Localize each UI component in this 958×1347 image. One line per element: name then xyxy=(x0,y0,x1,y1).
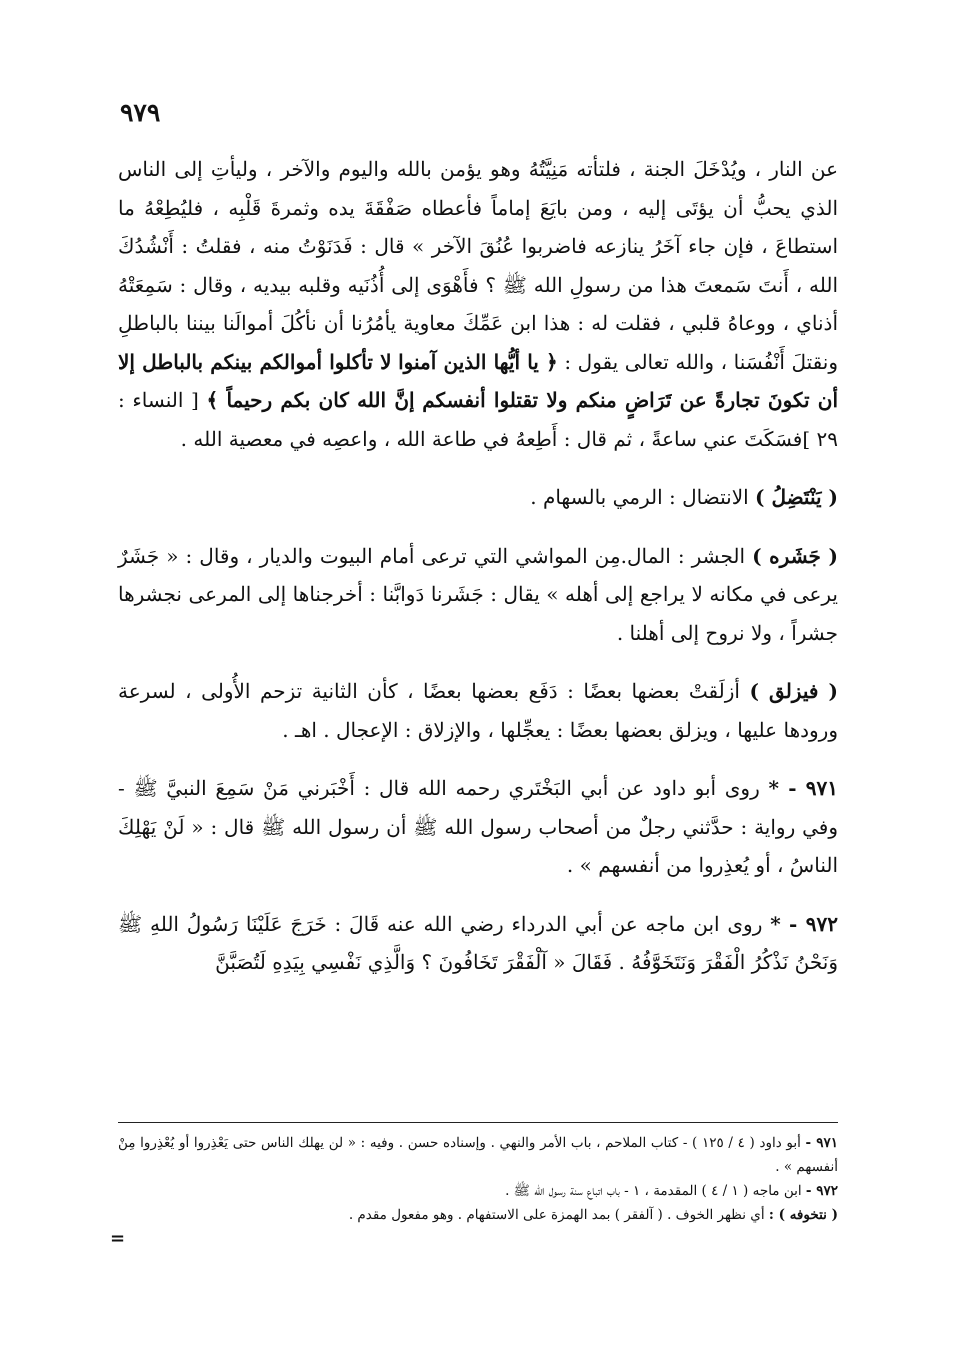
text-line: واعصِه في معصية الله . xyxy=(180,426,378,451)
footnote-divider xyxy=(118,1122,838,1123)
text-line: قَلْبِه ، فليُطِعْهُ ما استطاعَ ، فإن جاء آخَرُ ينازعه فاضربوا عُنُقَ الآخر » قال : xyxy=(118,195,839,258)
hadith-972 xyxy=(118,905,838,982)
gloss-entry xyxy=(118,478,838,517)
narration-paragraph xyxy=(118,150,838,458)
footnote-number: ٩٧٢ - xyxy=(805,1183,838,1199)
gloss-text: الجشر : المال.مِن المواشي التي ترعى أمام البيوت والديار ، وقال : « جَشَرٌ يرعى في مكانه لا يراجع إلى أهله » يقال : جَشَرنا دَوابَّنا : أخرجناها إلى المرعى نجشرها جشراً ، ولا نروح إلى أهلنا . xyxy=(118,543,838,645)
quran-verse: ﴿ يا أيُّها الذين آمنوا xyxy=(398,349,558,374)
hadith-text: روى أبو داود عن أبي البَخْتَري رحمه الله قال : أَخْبَرني مَنْ سَمِعَ النبيَّ ﷺ - وفي رواية : حدَّثني رجلٌ من أصحاب رسول الله ﷺ أن رسول الله ﷺ قال : « لَنْ يَهْلِكَ الناسُ ، أو يُعذِروا من أنفسهم » . xyxy=(118,776,838,877)
text-line: وقلبه بيديه ، وقال : سَمِعَتْهُ أذناي ، ووعاهُ قلبي ، فقلت له : هذا ابن عَمِّكَ معاوية يأمُرُنا xyxy=(118,272,838,335)
text-line: فَدَنَوْتُ منه ، فقلتُ : أَنْشُدُكَ الله ، أَنتَ سَمعتَ هذا من رسولِ الله ﷺ ؟ فأَهْوَى إلى أُذُنَيه xyxy=(118,234,838,297)
text-line: أن نأكُلَ أموالَنا بيننا بالباطلِ ونقتلَ أَنْفُسَنا ، والله تعالى يقول : xyxy=(118,311,838,374)
gloss-text: أي نظهر الخوف . ( آلفقر ) بمد الهمزة على الاستفهام . وهو مفعول مقدم . xyxy=(348,1207,765,1223)
continuation-mark: = xyxy=(110,1228,126,1249)
main-text xyxy=(118,150,838,982)
hadith-number: ٩٧١ - * xyxy=(768,776,839,800)
footnote-972 xyxy=(118,1179,838,1203)
gloss-term: ( نتخوفه ) : xyxy=(768,1207,838,1223)
hadith-text: روى ابن ماجه عن أبي الدرداء رضي الله عنه قَالَ : خَرَجَ عَلَيْنَا رَسُولُ اللهِ ﷺ وَنَحْنُ نَذْكُرُ الْفَقْرَ وَنَتَخَوَّفُهُ . فَقَالَ « آلْفَقْرَ تَخَافُونَ ؟ وَالَّذِي نَفْسِي بِيَدِهِ لَتُصَبَّنَّ xyxy=(118,911,838,974)
quran-verse: إنَّ الله كان بكم رحيماً ﴾ xyxy=(206,388,415,412)
footnote-text: أبو داود ( ٤ / ١٢٥ ) - كتاب الملاحم ، باب الأمر والنهي . وإسناده حسن . وفيه : « لن يهلك الناس حتى يَعْذِروا أو يُعْذِروا مِنْ أنفسهم » . xyxy=(118,1135,838,1175)
text-line: إلى الناس الذي يحبُّ أن يؤتَى إليه ، ومن بايَعَ إماماً فأعطاه صَفْقَةَ يده وثمرةَ xyxy=(118,157,839,220)
gloss-term: ( فيزلق ) xyxy=(749,679,838,703)
footnote-number: ٩٧١ - xyxy=(805,1135,838,1151)
gloss-text: أزلَقتْ بعضها بعضًا : دَفَع بعضها بعضًا ، كأن الثانية تزحم الأُولى ، لسرعة ورودها عليها ، ويزلق بعضها بعضًا : يعجِّلها ، والإزلاق : الإعجال . اهـ . xyxy=(118,679,838,742)
hadith-971 xyxy=(118,769,838,885)
gloss-entry xyxy=(118,537,838,653)
gloss-term: ( جَشَره ) xyxy=(752,543,838,568)
text-line: عن النار ، ويُدْخَلَ الجنة ، فلتأته مَنِيَّتُهُ وهو يؤمن بالله واليوم والآخر ، وليأتِ xyxy=(210,157,839,181)
verse-reference: [ النساء : ٢٩ ]فسَكَتَ عني ساعةً ، ثم قال : أَطِعهُ في طاعة الله ، xyxy=(118,388,838,451)
page-number: ٩٧٩ xyxy=(120,98,161,127)
hadith-number: ٩٧٢ - * xyxy=(770,911,839,936)
footnote-971 xyxy=(118,1131,838,1179)
quran-verse: لا تأكلوا أموالكم بينكم بالباطل إلا أن تكونَ تجارةً عن تَرَاضٍ منكم ولا تقتلوا أنفسكم xyxy=(118,349,839,412)
gloss-text: الانتضال : الرمي بالسهام . xyxy=(530,485,749,509)
gloss-entry xyxy=(118,672,838,749)
footnotes xyxy=(118,1131,838,1227)
footnote-text: ابن ماجه ( ١ / ٤ ) المقدمة ، ١ - باب اتباع سنة رسول الله ﷺ . xyxy=(505,1183,802,1199)
footnote-gloss xyxy=(118,1203,838,1227)
gloss-term: ( يَنْتَضِلُ ) xyxy=(755,485,838,509)
